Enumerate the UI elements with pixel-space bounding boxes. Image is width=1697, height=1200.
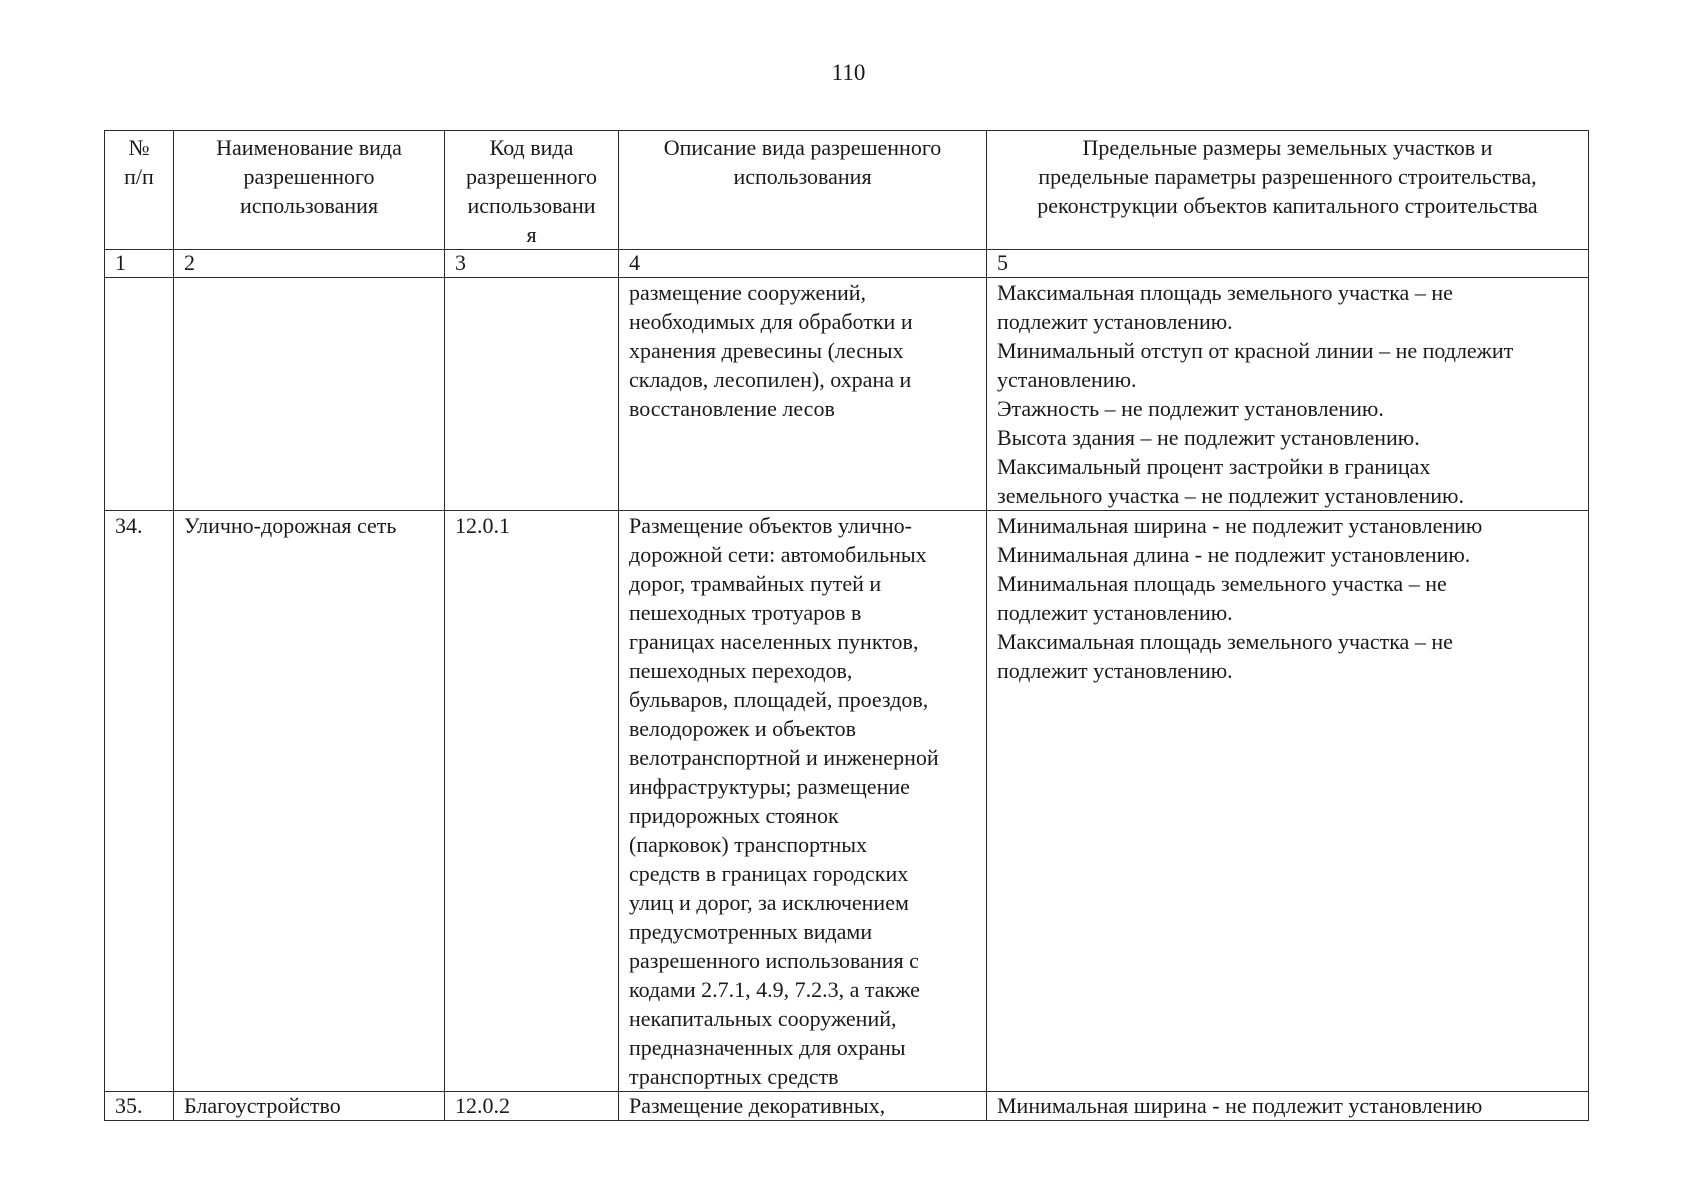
row-use-code: 12.0.1 — [445, 511, 619, 1092]
table-row — [105, 1092, 1589, 1121]
row-use-name: Благоустройство — [174, 1092, 445, 1121]
header-number: № п/п — [105, 131, 174, 250]
row-use-description: Размещение декоративных, — [619, 1092, 987, 1121]
column-index: 3 — [445, 250, 619, 278]
table-row — [105, 511, 1589, 1092]
row-limit-parameters: Максимальная площадь земельного участка – не подлежит установлению. Минимальный отступ от красной линии – не подлежит установлению. Этажность – не подлежит установлению. Высота здания – не подлежит установлению. Максимальный процент застройки в границах земельного участка – не подлежит установлению. — [987, 278, 1589, 511]
column-index: 5 — [987, 250, 1589, 278]
column-index: 2 — [174, 250, 445, 278]
table-row — [105, 278, 1589, 511]
row-use-name: Улично-дорожная сеть — [174, 511, 445, 1092]
row-use-name — [174, 278, 445, 511]
row-number: 34. — [105, 511, 174, 1092]
header-use-name: Наименование вида разрешенного использования — [174, 131, 445, 250]
row-number: 35. — [105, 1092, 174, 1121]
column-index: 1 — [105, 250, 174, 278]
header-limit-parameters: Предельные размеры земельных участков и предельные параметры разрешенного строительства, реконструкции объектов капитального строительства — [987, 131, 1589, 250]
row-limit-parameters: Минимальная ширина - не подлежит установлению — [987, 1092, 1589, 1121]
column-index-row — [105, 250, 1589, 278]
column-index: 4 — [619, 250, 987, 278]
page-number: 110 — [831, 60, 866, 85]
row-use-code: 12.0.2 — [445, 1092, 619, 1121]
header-use-description: Описание вида разрешенного использования — [619, 131, 987, 250]
table-header-row — [105, 131, 1589, 250]
row-use-description: Размещение объектов улично- дорожной сети: автомобильных дорог, трамвайных путей и пешеходных тротуаров в границах населенных пунктов, пешеходных переходов, бульваров, площадей, проездов, велодорожек и объектов велотранспортной и инженерной инфраструктуры; размещение придорожных стоянок (парковок) транспортных средств в границах городских улиц и дорог, за исключением предусмотренных видами разрешенного использования с кодами 2.7.1, 4.9, 7.2.3, а также некапитальных сооружений, предназначенных для охраны транспортных средств — [619, 511, 987, 1092]
row-number — [105, 278, 174, 511]
row-limit-parameters: Минимальная ширина - не подлежит установлению Минимальная длина - не подлежит установлению. Минимальная площадь земельного участка – не подлежит установлению. Максимальная площадь земельного участка – не подлежит установлению. — [987, 511, 1589, 1092]
land-use-table — [104, 130, 1589, 1121]
header-use-code: Код вида разрешенного использовани я — [445, 131, 619, 250]
row-use-description: размещение сооружений, необходимых для обработки и хранения древесины (лесных складов, лесопилен), охрана и восстановление лесов — [619, 278, 987, 511]
row-use-code — [445, 278, 619, 511]
